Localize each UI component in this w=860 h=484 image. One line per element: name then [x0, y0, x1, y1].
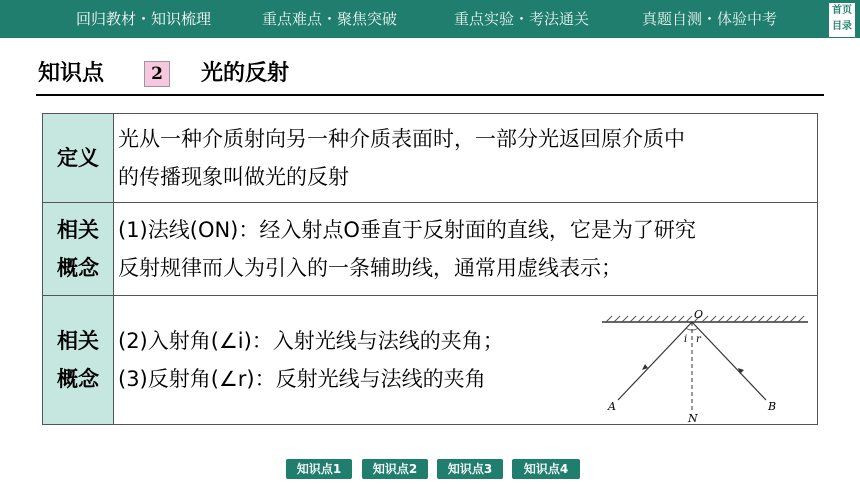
angle-r-arc: [692, 328, 698, 330]
heading-rule: [36, 94, 824, 96]
reflection-diagram: [600, 308, 810, 424]
angle-i-arc: [686, 328, 692, 330]
label-N: N: [688, 412, 698, 424]
mirror-hatching: [606, 316, 804, 322]
section-title: 光的反射: [201, 61, 290, 86]
row-head: 定义: [43, 114, 114, 203]
reflected-ray: [692, 322, 766, 400]
bottom-nav-point-4[interactable]: 知识点4: [512, 459, 580, 479]
row-text: 光从一种介质射向另一种介质表面时，一部分光返回原介质中 的传播现象叫做光的反射: [114, 114, 818, 203]
label-B: B: [768, 400, 777, 413]
incident-ray: [618, 322, 692, 400]
contents-link[interactable]: 目录: [832, 21, 852, 32]
label-A: A: [608, 400, 616, 413]
table-row: [43, 203, 818, 296]
knowledge-point-label: 知识点: [38, 61, 105, 86]
bottom-nav-point-3[interactable]: 知识点3: [437, 459, 503, 479]
row-text: (1)法线(ON)：经入射点O垂直于反射面的直线，它是为了研究 反射规律而人为引入的一条辅助线，通常用虚线表示；: [114, 203, 818, 296]
tab-key-difficulties[interactable]: 重点难点・聚焦突破: [262, 10, 398, 28]
label-O: O: [694, 308, 704, 321]
row-head: 相关 概念: [43, 296, 114, 425]
top-nav-bar: [0, 0, 860, 38]
home-link[interactable]: 首页: [832, 5, 852, 16]
bottom-nav-point-1[interactable]: 知识点1: [286, 459, 352, 479]
home-contents-box: [828, 2, 856, 38]
table-row: [43, 114, 818, 203]
row-head: 相关 概念: [43, 203, 114, 296]
knowledge-point-number: 2: [144, 61, 170, 87]
section-heading: [36, 58, 824, 90]
tab-real-exam-test[interactable]: 真题自测・体验中考: [642, 10, 778, 28]
label-i: i: [684, 334, 688, 345]
tab-key-experiments[interactable]: 重点实验・考法通关: [454, 10, 590, 28]
label-r: r: [696, 334, 701, 345]
bottom-nav-point-2[interactable]: 知识点2: [362, 459, 428, 479]
row-text: (2)入射角(∠i)：入射光线与法线的夹角； (3)反射角(∠r)：反射光线与法线的夹角: [114, 296, 818, 425]
tab-review-textbook[interactable]: 回归教材・知识梳理: [76, 10, 212, 28]
